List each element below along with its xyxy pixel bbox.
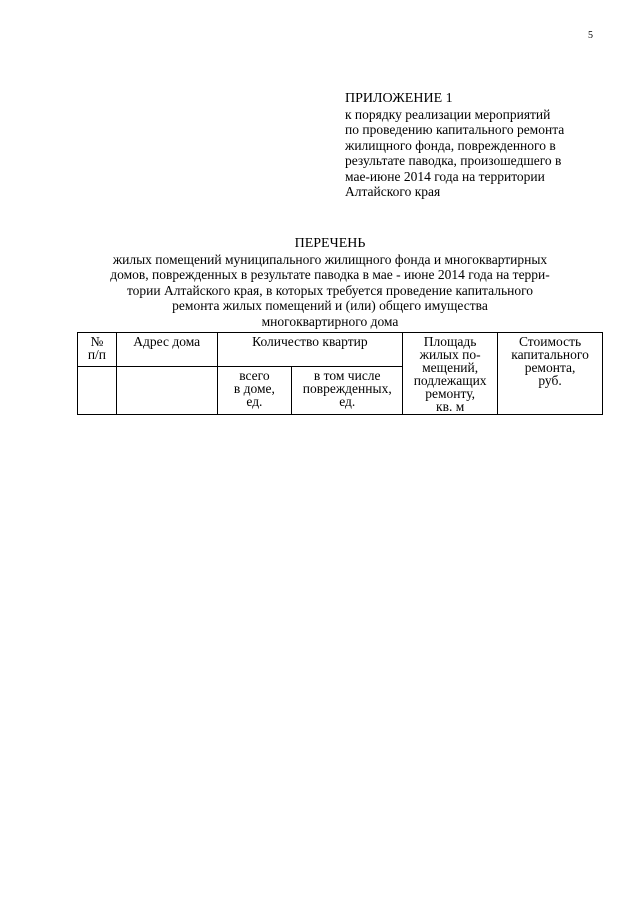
appendix-line: жилищного фонда, поврежденного в (345, 137, 556, 153)
appendix-title: ПРИЛОЖЕНИЕ 1 (345, 91, 453, 106)
heading-line: тории Алтайского края, в которых требуется проведение капитального (126, 282, 534, 298)
heading-line: ремонта жилых помещений и (или) общего имущества (172, 298, 488, 313)
header-total: всего в доме, ед. (217, 366, 292, 414)
heading-title: ПЕРЕЧЕНЬ (294, 236, 366, 251)
header-area: Площадь жилых по- мещений, подлежащих ремонту, кв. м (403, 333, 498, 415)
appendix-block (345, 91, 615, 200)
header-damaged: в том числе поврежденных, ед. (292, 366, 403, 414)
header-address: Адрес дома (116, 333, 217, 367)
header-quantity: Количество квартир (217, 333, 403, 367)
heading-line: жилых помещений муниципального жилищного фонда и многоквартирных (112, 251, 548, 267)
list-heading (60, 236, 600, 329)
housing-list-table (77, 332, 603, 415)
appendix-line: мае-июне 2014 года на территории (345, 168, 545, 184)
empty-cell (116, 366, 217, 414)
header-row-1 (78, 333, 603, 367)
appendix-line: результате паводка, произошедшего в (345, 153, 562, 168)
header-cost: Стоимость капитального ремонта, руб. (498, 333, 603, 415)
appendix-line: по проведению капитального ремонта (345, 122, 565, 137)
appendix-line: к порядку реализации мероприятий (345, 106, 551, 122)
page-number: 5 (588, 30, 593, 41)
heading-line: домов, поврежденных в результате паводка в мае - июне 2014 года на терри- (110, 267, 550, 282)
appendix-line: Алтайского края (345, 184, 441, 199)
empty-cell (78, 366, 117, 414)
header-number: № п/п (78, 333, 117, 367)
heading-line: многоквартирного дома (261, 313, 399, 329)
